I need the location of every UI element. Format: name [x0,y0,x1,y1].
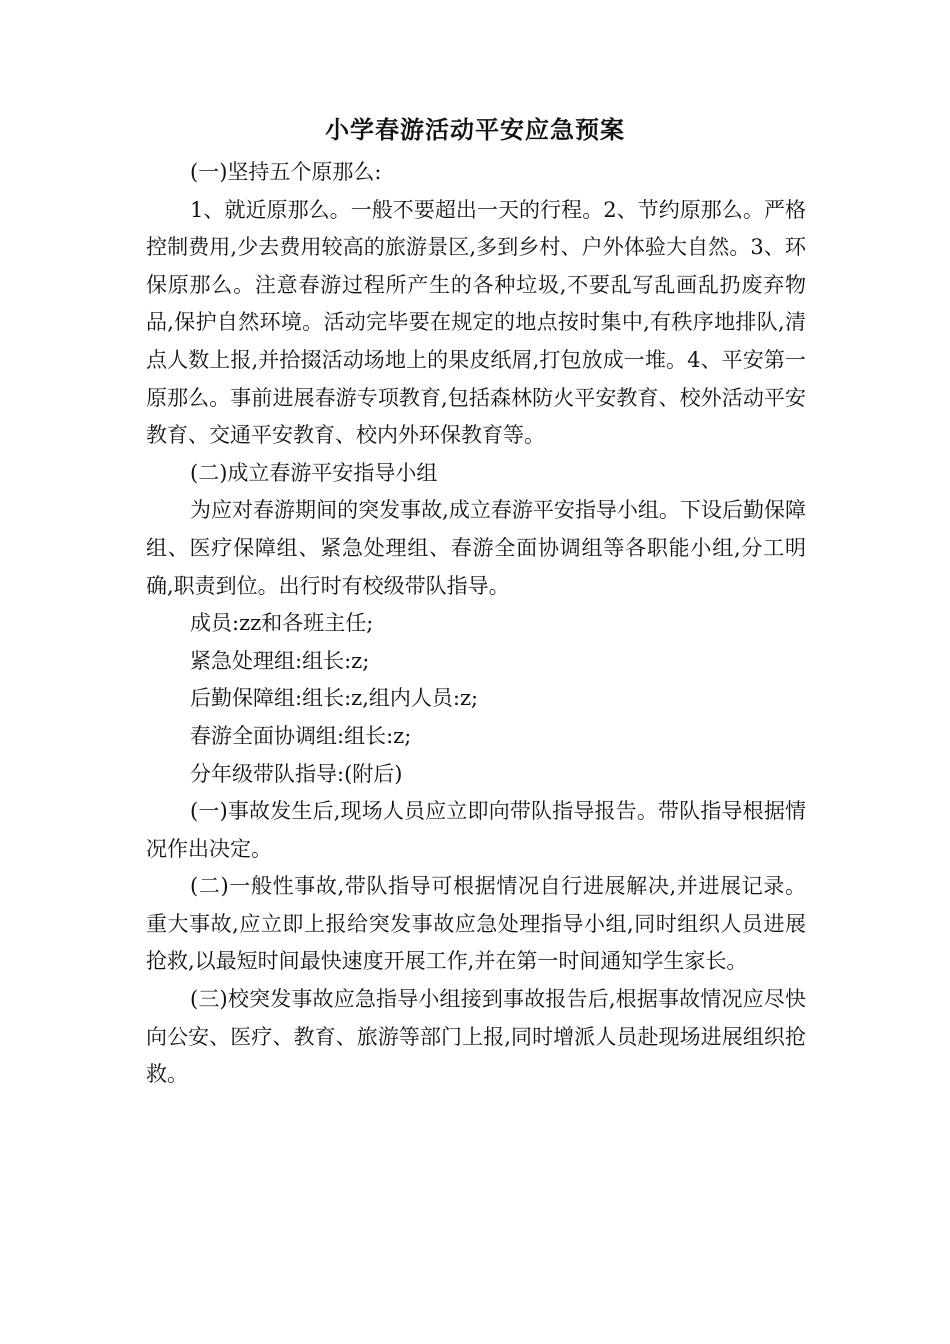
paragraph-procedure-3: (三)校突发事故应急指导小组接到事故报告后,根据事故情况应尽快向公安、医疗、教育、旅游等部门上报,同时增派人员赴现场进展组织抢救。 [146,987,806,1087]
paragraph-coordination-group: 春游全面协调组:组长:z; [190,723,412,748]
paragraph-logistics-group: 后勤保障组:组长:z,组内人员:z; [190,686,479,711]
paragraph-procedure-1: (一)事故发生后,现场人员应立即向带队指导报告。带队指导根据情况作出决定。 [146,799,806,861]
paragraph-principles-detail: 1、就近原那么。一般不要超出一天的行程。2、节约原那么。严格控制费用,少去费用较高的旅游景区,多到乡村、户外体验大自然。3、环保原那么。注意春游过程所产生的各种垃圾,不要乱写乱画乱扔废弃物品,保护自然环境。活动完毕要在规定的地点按时集中,有秩序地排队,清点人数上报,并拾掇活动场地上的果皮纸屑,打包放成一堆。4、平安第一原那么。事前进展春游专项教育,包括森林防火平安教育、校外活动平安教育、交通平安教育、校内外环保教育等。 [146,197,806,448]
paragraph-team-heading: (二)成立春游平安指导小组 [190,460,438,485]
document-body [146,154,806,1094]
paragraph-grade-leaders: 分年级带队指导:(附后) [190,761,403,786]
paragraph-principles-heading: (一)坚持五个原那么: [190,160,382,184]
paragraph-emergency-group: 紧急处理组:组长:z; [190,648,370,673]
paragraph-procedure-2: (二)一般性事故,带队指导可根据情况自行进展解决,并进展记录。重大事故,应立即上报给突发事故应急处理指导小组,同时组织人员进展抢救,以最短时间最快速度开展工作,并在第一时间通知学生家长。 [146,874,806,974]
paragraph-team-description: 为应对春游期间的突发事故,成立春游平安指导小组。下设后勤保障组、医疗保障组、紧急处理组、春游全面协调组等各职能小组,分工明确,职责到位。出行时有校级带队指导。 [146,498,806,598]
paragraph-members: 成员:zz和各班主任; [190,611,374,636]
document-title: 小学春游活动平安应急预案 [325,115,625,144]
